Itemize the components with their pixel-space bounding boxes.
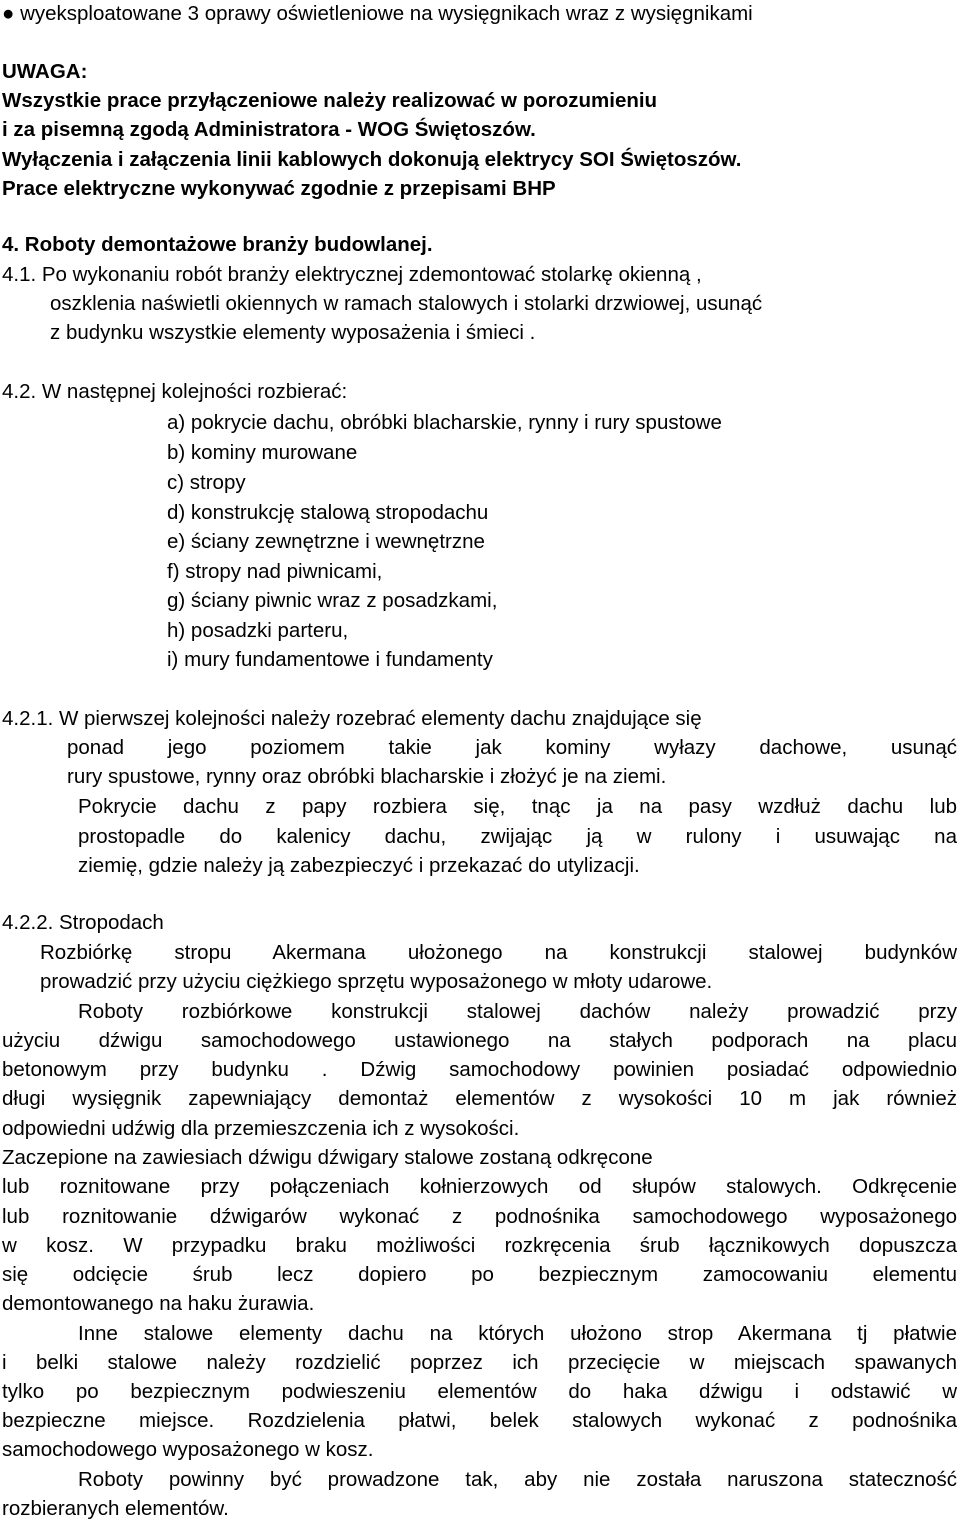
paragraph-line: i belki stalowe należy rozdzielić poprzez ich przecięcie w miejscach spawanych [2,1351,957,1374]
list-item: f) stropy nad piwnicami, [167,560,383,583]
paragraph-line: rozbieranych elementów. [2,1497,229,1520]
warning-line: Wyłączenia i załączenia linii kablowych dokonują elektrycy SOI Świętoszów. [2,148,742,171]
list-item: h) posadzki parteru, [167,619,349,642]
list-item: b) kominy murowane [167,441,358,464]
warning-line: i za pisemną zgodą Administratora - WOG Świętoszów. [2,118,536,141]
paragraph-line: Zaczepione na zawiesiach dźwigu dźwigary stalowe zostaną odkręcone [2,1146,653,1169]
paragraph-line: w kosz. W przypadku braku możliwości rozkręcenia śrub łącznikowych dopuszcza [2,1234,957,1257]
paragraph-line: prowadzić przy użyciu ciężkiego sprzętu wyposażonego w młoty udarowe. [40,970,713,993]
list-item: a) pokrycie dachu, obróbki blacharskie, rynny i rury spustowe [167,411,722,434]
paragraph-line: lub roznitowane przy połączeniach kołnierzowych od słupów stalowych. Odkręcenie [2,1175,957,1198]
paragraph-line: z budynku wszystkie elementy wyposażenia i śmieci . [50,321,536,344]
paragraph-line: długi wysięgnik zapewniający demontaż elementów z wysokości 10 m jak również [2,1087,957,1110]
paragraph-line: Inne stalowe elementy dachu na których ułożono strop Akermana tj płatwie [78,1322,957,1345]
bullet-line: ● wyeksploatowane 3 oprawy oświetleniowe na wysięgnikach wraz z wysięgnikami [2,2,753,25]
warning-line: Prace elektryczne wykonywać zgodnie z przepisami BHP [2,177,556,200]
subsection-heading: 4.2.2. Stropodach [2,911,164,934]
paragraph-line: samochodowego wyposażonego w kosz. [2,1438,374,1461]
paragraph-line: Pokrycie dachu z papy rozbiera się, tnąc ja na pasy wzdłuż dachu lub [78,795,957,818]
paragraph-line: ziemię, gdzie należy ją zabezpieczyć i przekazać do utylizacji. [78,854,640,877]
list-item: e) ściany zewnętrzne i wewnętrzne [167,530,485,553]
paragraph-line: prostopadle do kalenicy dachu, zwijając ją w rulony i usuwając na [78,825,957,848]
list-item: c) stropy [167,471,246,494]
paragraph-line: lub roznitowanie dźwigarów wykonać z podnośnika samochodowego wyposażonego [2,1205,957,1228]
paragraph-line: się odcięcie śrub lecz dopiero po bezpiecznym zamocowaniu elementu [2,1263,957,1286]
warning-heading: UWAGA: [2,60,88,83]
paragraph-line: Rozbiórkę stropu Akermana ułożonego na konstrukcji stalowej budynków [40,941,957,964]
paragraph-line: betonowym przy budynku . Dźwig samochodowy powinien posiadać odpowiednio [2,1058,957,1081]
paragraph-line: rury spustowe, rynny oraz obróbki blacharskie i złożyć je na ziemi. [67,765,667,788]
paragraph-line: Roboty powinny być prowadzone tak, aby nie została naruszona stateczność [78,1468,957,1491]
paragraph-line: demontowanego na haku żurawia. [2,1292,315,1315]
paragraph-line: Roboty rozbiórkowe konstrukcji stalowej dachów należy prowadzić przy [78,1000,957,1023]
paragraph-line: użyciu dźwigu samochodowego ustawionego na stałych podporach na placu [2,1029,957,1052]
paragraph-line: 4.2. W następnej kolejności rozbierać: [2,380,348,403]
section-heading: 4. Roboty demontażowe branży budowlanej. [2,233,433,256]
paragraph-line: 4.1. Po wykonaniu robót branży elektrycznej zdemontować stolarkę okienną , [2,263,702,286]
warning-line: Wszystkie prace przyłączeniowe należy realizować w porozumieniu [2,89,658,112]
list-item: i) mury fundamentowe i fundamenty [167,648,493,671]
paragraph-line: bezpieczne miejsce. Rozdzielenia płatwi, belek stalowych wykonać z podnośnika [2,1409,957,1432]
list-item: g) ściany piwnic wraz z posadzkami, [167,589,498,612]
paragraph-line: odpowiedni udźwig dla przemieszczenia ich z wysokości. [2,1117,520,1140]
paragraph-line: ponad jego poziomem takie jak kominy wyłazy dachowe, usunąć [67,736,957,759]
list-item: d) konstrukcję stalową stropodachu [167,501,489,524]
paragraph-line: oszklenia naświetli okiennych w ramach stalowych i stolarki drzwiowej, usunąć [50,292,763,315]
paragraph-line: 4.2.1. W pierwszej kolejności należy rozebrać elementy dachu znajdujące się [2,707,702,730]
paragraph-line: tylko po bezpiecznym podwieszeniu elementów do haka dźwigu i odstawić w [2,1380,957,1403]
